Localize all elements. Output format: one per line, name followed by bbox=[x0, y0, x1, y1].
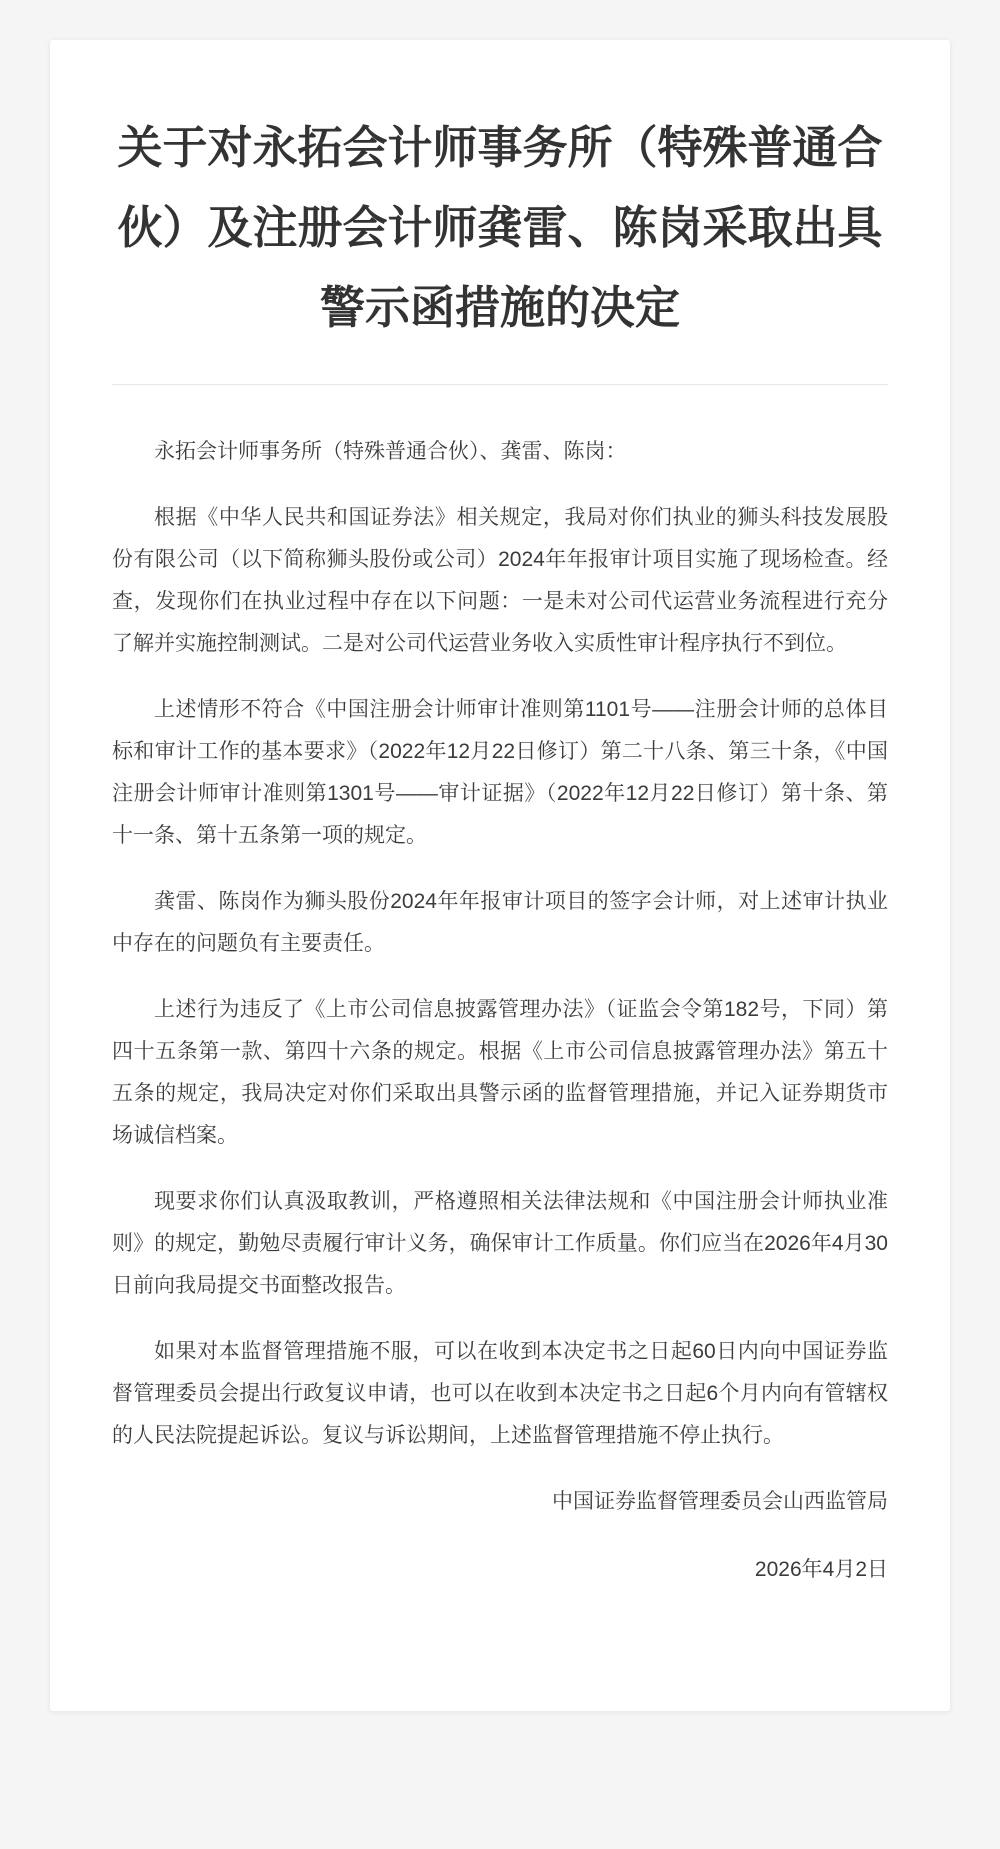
document-title: 关于对永拓会计师事务所（特殊普通合伙）及注册会计师龚雷、陈岗采取出具警示函措施的决定 bbox=[117, 122, 883, 333]
paragraph-appeal-rights: 如果对本监督管理措施不服，可以在收到本决定书之日起60日内向中国证券监督管理委员会提出行政复议申请，也可以在收到本决定书之日起6个月内向有管辖权的人民法院提起诉讼。复议与诉讼期间，上述监督管理措施不停止执行。 bbox=[112, 1340, 888, 1447]
paragraph-decision: 上述行为违反了《上市公司信息披露管理办法》（证监会令第182号，下同）第四十五条第一款、第四十六条的规定。根据《上市公司信息披露管理办法》第五十五条的规定，我局决定对你们采取出具警示函的监督管理措施，并记入证券期货市场诚信档案。 bbox=[112, 998, 888, 1147]
issuer-signature: 中国证券监督管理委员会山西监管局 bbox=[552, 1490, 888, 1513]
paragraph-inspection-findings: 根据《中华人民共和国证券法》相关规定，我局对你们执业的狮头科技发展股份有限公司（以下简称狮头股份或公司）2024年年报审计项目实施了现场检查。经查，发现你们在执业过程中存在以下问题：一是未对公司代运营业务流程进行充分了解并实施控制测试。二是对公司代运营业务收入实质性审计程序执行不到位。 bbox=[112, 506, 888, 655]
issue-date: 2026年4月2日 bbox=[754, 1558, 888, 1581]
document-body bbox=[112, 431, 888, 1591]
title-divider bbox=[112, 384, 888, 385]
salutation: 永拓会计师事务所（特殊普通合伙）、龚雷、陈岗： bbox=[154, 440, 627, 463]
paragraph-responsibility: 龚雷、陈岗作为狮头股份2024年年报审计项目的签字会计师，对上述审计执业中存在的问题负有主要责任。 bbox=[112, 890, 888, 955]
paragraph-violated-audit-standards: 上述情形不符合《中国注册会计师审计准则第1101号——注册会计师的总体目标和审计工作的基本要求》（2022年12月22日修订）第二十八条、第三十条，《中国注册会计师审计准则第1301号——审计证据》（2022年12月22日修订）第十条、第十一条、第十五条第一项的规定。 bbox=[112, 698, 888, 847]
document-card bbox=[50, 40, 950, 1711]
paragraph-rectification-requirement: 现要求你们认真汲取教训，严格遵照相关法律法规和《中国注册会计师执业准则》的规定，勤勉尽责履行审计义务，确保审计工作质量。你们应当在2026年4月30日前向我局提交书面整改报告。 bbox=[112, 1190, 888, 1297]
